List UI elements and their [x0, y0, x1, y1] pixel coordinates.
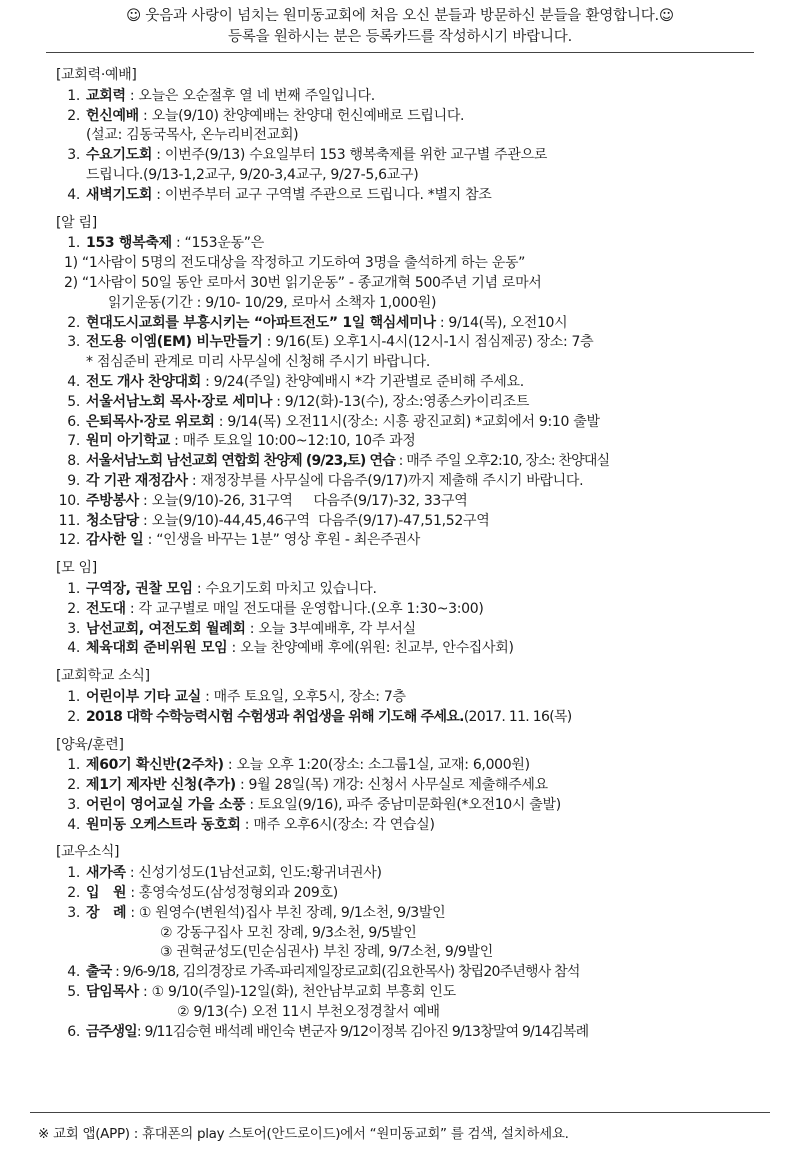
item-label: 어린이 영어교실 가을 소풍 — [86, 796, 246, 813]
item-number: 4. — [67, 816, 80, 833]
calendar-item-4 — [56, 186, 756, 206]
bulletin-content — [56, 66, 756, 1050]
notice-item-1 — [56, 234, 756, 254]
item-text: : 오늘 오후 1:20(장소: 소그룹1실, 교재: 6,000원) — [223, 757, 530, 774]
item-number: 3. — [67, 620, 80, 637]
item-text: : 9/12(화)-13(수), 장소:영종스카이리조트 — [272, 393, 530, 410]
meeting-item-1 — [56, 580, 756, 600]
item-label: 전도용 이엠(EM) 비누만들기 — [86, 334, 263, 351]
notice-item-10 — [56, 492, 756, 512]
item-number: 8. — [67, 453, 80, 470]
item-text: : 매주 주일 오후2:10, 장소: 찬양대실 — [394, 453, 610, 470]
item-text: : 매주 오후6시(장소: 각 연습실) — [240, 816, 435, 833]
training-item-4 — [56, 816, 756, 836]
notice-item-3 — [56, 333, 756, 353]
notice-item-11 — [56, 512, 756, 532]
item-text: : 재정장부를 사무실에 다음주(9/17)까지 제출해 주시기 바랍니다. — [187, 472, 584, 489]
section-meetings — [56, 559, 756, 659]
item-label: 새가족 — [86, 865, 126, 882]
item-label: 서울서남노회 남선교회 연합회 찬양제 (9/23,토) 연습 — [86, 453, 395, 470]
item-number: 3. — [67, 334, 80, 351]
fellowship-item-5-sub-2: ② 9/13(수) 오전 11시 부천오정경찰서 예배 — [177, 1003, 440, 1020]
item-label: 제60기 확신반(2주차) — [86, 757, 224, 774]
fellowship-item-1 — [56, 864, 756, 884]
school-item-2 — [56, 708, 756, 728]
item-text: : 9/24(주일) 찬양예배시 *각 기관별로 준비해 주세요. — [200, 373, 524, 390]
section-notices — [56, 214, 756, 552]
section-title-school: [교회학교 소식] — [56, 668, 150, 685]
section-training — [56, 736, 756, 836]
item-number: 2. — [67, 708, 80, 725]
section-title-training: [양육/훈련] — [56, 736, 124, 753]
item-text: : 9/14(목), 오전10시 — [435, 314, 568, 331]
notice-item-6 — [56, 413, 756, 433]
item-number: 3. — [67, 147, 80, 164]
section-title-calendar: [교회력·예배] — [56, 67, 137, 83]
item-label: 은퇴목사·장로 위로회 — [86, 413, 215, 430]
item-number: 1. — [67, 865, 80, 882]
item-label: 153 행복축제 — [86, 235, 172, 252]
item-number: 2. — [67, 600, 80, 617]
item-text: : 오늘 3부예배후, 각 부서실 — [245, 620, 416, 637]
item-text: : “153운동”은 — [171, 235, 264, 252]
notice-item-1-sub-2: 2) “1사람이 50일 동안 로마서 30번 읽기운동” - 종교개혁 500주년 기념 로마서 — [64, 274, 542, 291]
notice-item-4 — [56, 373, 756, 393]
item-text: : 9/14(목) 오전11시(장소: 시흥 광진교회) *교회에서 9:10 출발 — [214, 413, 600, 430]
item-number: 12. — [58, 532, 80, 549]
item-text: : 이번주(9/13) 수요일부터 153 행복축제를 위한 교구별 주관으로 — [152, 147, 548, 164]
item-number: 5. — [67, 393, 80, 410]
item-text: : 9/6-9/18, 김의경장로 가족-파리제일장로교회(김요한목사) 창립20주년행사 참석 — [111, 964, 580, 981]
item-label: 담임목사 — [86, 984, 139, 1001]
item-label: 체육대회 준비위원 모임 — [86, 640, 228, 657]
item-number: 1. — [67, 87, 80, 104]
item-label: 구역장, 권찰 모임 — [86, 580, 193, 597]
meeting-item-2 — [56, 600, 756, 620]
notice-item-2 — [56, 314, 756, 334]
item-text: : 매주 토요일, 오후5시, 장소: 7층 — [200, 688, 406, 705]
item-number: 1. — [67, 235, 80, 252]
item-label: 어린이부 기타 교실 — [86, 688, 201, 705]
section-school — [56, 667, 756, 727]
fellowship-item-6 — [56, 1023, 756, 1043]
item-number: 4. — [67, 186, 80, 203]
training-item-2 — [56, 776, 756, 796]
item-label: 주방봉사 — [86, 492, 139, 509]
item-label: 현대도시교회를 부흥시키는 “아파트전도” 1일 핵심세미나 — [86, 314, 436, 331]
item-text: : 9/16(토) 오후1시-4시(12시-1시 점심제공) 장소: 7층 — [262, 334, 594, 351]
section-fellowship — [56, 843, 756, 1042]
item-text: : 오늘 찬양예배 후에(위원: 친교부, 안수집사회) — [227, 640, 514, 657]
bottom-divider — [30, 1112, 770, 1113]
item-number: 3. — [67, 796, 80, 813]
item-text: : 매주 토요일 10:00~12:10, 10주 과정 — [169, 433, 416, 450]
item-number: 2. — [67, 885, 80, 902]
item-text: : 신성기성도(1남선교회, 인도:황귀녀권사) — [125, 865, 382, 882]
item-label: 헌신예배 — [86, 107, 139, 124]
notice-item-12 — [56, 531, 756, 551]
item-label: 새벽기도회 — [86, 186, 153, 203]
item-label: 2018 대학 수학능력시험 수험생과 취업생을 위해 기도해 주세요. — [86, 708, 464, 725]
item-number: 9. — [67, 472, 80, 489]
item-text: : 오늘(9/10)-26, 31구역 다음주(9/17)-32, 33구역 — [138, 492, 468, 509]
item-text: : 토요일(9/16), 파주 중남미문화원(*오전10시 출발) — [245, 796, 561, 813]
calendar-item-2 — [56, 107, 756, 127]
notice-item-8 — [56, 452, 756, 472]
fellowship-item-3-sub-3: ③ 권혁균성도(민순심권사) 부친 장례, 9/7소천, 9/9발인 — [160, 944, 493, 961]
meeting-item-4 — [56, 639, 756, 659]
notice-item-1-sub-1: 1) “1사람이 5명의 전도대상을 작정하고 기도하여 3명을 출석하게 하는 운동” — [64, 255, 526, 272]
fellowship-item-3 — [56, 904, 756, 924]
item-number: 10. — [58, 492, 80, 509]
item-label: 제1기 제자반 신청(추가) — [86, 777, 236, 794]
item-label: 출국 — [86, 964, 112, 981]
item-text: : 홍영숙성도(삼성정형외과 209호) — [126, 885, 338, 902]
section-title-notices: [알 림] — [56, 214, 97, 231]
fellowship-item-4 — [56, 963, 756, 983]
calendar-item-2-cont: (설교: 김동국목사, 온누리비전교회) — [86, 127, 299, 144]
item-number: 1. — [67, 580, 80, 597]
item-number: 3. — [67, 904, 80, 921]
item-label: 교회력 — [86, 87, 126, 104]
item-text: : “인생을 바꾸는 1분” 영상 후원 - 최은주권사 — [143, 532, 420, 549]
training-item-3 — [56, 796, 756, 816]
fellowship-item-5 — [56, 983, 756, 1003]
item-label: 남선교회, 여전도회 월례회 — [86, 620, 246, 637]
item-number: 4. — [67, 640, 80, 657]
item-label: 각 기관 재정감사 — [86, 472, 188, 489]
item-number: 7. — [67, 433, 80, 450]
section-calendar — [56, 66, 756, 206]
item-number: 2. — [67, 777, 80, 794]
calendar-item-1 — [56, 87, 756, 107]
item-number: 1. — [67, 757, 80, 774]
item-number: 4. — [67, 964, 80, 981]
item-label: 입 원 — [86, 885, 127, 902]
school-item-1 — [56, 688, 756, 708]
item-number: 2. — [67, 314, 80, 331]
welcome-line-1: ☺ 웃음과 사랑이 넘치는 원미동교회에 처음 오신 분들과 방문하신 분들을 환영합니다.☺ — [126, 8, 674, 24]
section-title-meetings: [모 임] — [56, 560, 97, 577]
item-label: 장 례 — [86, 904, 127, 921]
app-install-notice: ※ 교회 앱(APP) : 휴대폰의 play 스토어(안드로이드)에서 “원미동교회” 를 검색, 설치하세요. — [38, 1126, 569, 1142]
notice-item-1-sub-2-cont: 읽기운동(기간 : 9/10- 10/29, 로마서 소책자 1,000원) — [108, 294, 437, 311]
fellowship-item-2 — [56, 884, 756, 904]
item-number: 11. — [58, 512, 80, 529]
item-text: : 이번주부터 교구 구역별 주관으로 드립니다. *별지 참조 — [152, 186, 492, 203]
welcome-message — [0, 6, 800, 48]
item-text: : 오늘(9/10) 찬양예배는 찬양대 헌신예배로 드립니다. — [138, 107, 465, 124]
notice-item-9 — [56, 472, 756, 492]
item-text: : 9월 28일(목) 개강: 신청서 사무실로 제출해주세요 — [235, 777, 548, 794]
section-title-fellowship: [교우소식] — [56, 844, 120, 861]
item-text: : 각 교구별로 매일 전도대를 운영합니다.(오후 1:30~3:00) — [125, 600, 484, 617]
notice-item-7 — [56, 432, 756, 452]
item-text: : ① 9/10(주일)-12일(화), 천안남부교회 부흥회 인도 — [138, 984, 456, 1001]
item-text: : 9/11김승현 배석례 배인숙 변군자 9/12이정복 김아진 9/13창말여 9/14김복례 — [136, 1023, 589, 1040]
item-number: 1. — [67, 688, 80, 705]
calendar-item-3 — [56, 146, 756, 166]
item-text: : 오늘은 오순절후 열 네 번째 주일입니다. — [125, 87, 375, 104]
item-label: 감사한 일 — [86, 532, 144, 549]
item-number: 5. — [67, 984, 80, 1001]
calendar-item-3-cont: 드립니다.(9/13-1,2교구, 9/20-3,4교구, 9/27-5,6교구) — [86, 166, 419, 183]
item-label: 청소담당 — [86, 512, 139, 529]
item-label: 원미동 오케스트라 동호회 — [86, 816, 241, 833]
item-label: 수요기도회 — [86, 147, 153, 164]
item-label: 전도 개사 찬양대회 — [86, 373, 201, 390]
item-label: 전도대 — [86, 600, 126, 617]
notice-item-3-note: * 점심준비 관계로 미리 사무실에 신청해 주시기 바랍니다. — [86, 354, 431, 371]
meeting-item-3 — [56, 620, 756, 640]
item-label: 원미 아기학교 — [86, 433, 170, 450]
welcome-line-2: 등록을 원하시는 분은 등록카드를 작성하시기 바랍니다. — [227, 29, 572, 45]
item-number: 2. — [67, 107, 80, 124]
item-number: 4. — [67, 373, 80, 390]
item-text: : 오늘(9/10)-44,45,46구역 다음주(9/17)-47,51,52구역 — [138, 512, 490, 529]
item-label: 금주생일 — [86, 1023, 137, 1040]
item-text: : ① 원영수(변원석)집사 부친 장례, 9/1소천, 9/3발인 — [126, 904, 446, 921]
fellowship-item-3-sub-2: ② 강동구집사 모친 장례, 9/3소천, 9/5발인 — [160, 924, 417, 941]
item-number: 6. — [67, 1023, 80, 1040]
training-item-1 — [56, 756, 756, 776]
top-divider — [46, 52, 754, 53]
item-label: 서울서남노회 목사·장로 세미나 — [86, 393, 273, 410]
item-text: : 수요기도회 마치고 있습니다. — [192, 580, 377, 597]
item-number: 6. — [67, 413, 80, 430]
item-text: (2017. 11. 16(목) — [463, 708, 572, 725]
notice-item-5 — [56, 393, 756, 413]
